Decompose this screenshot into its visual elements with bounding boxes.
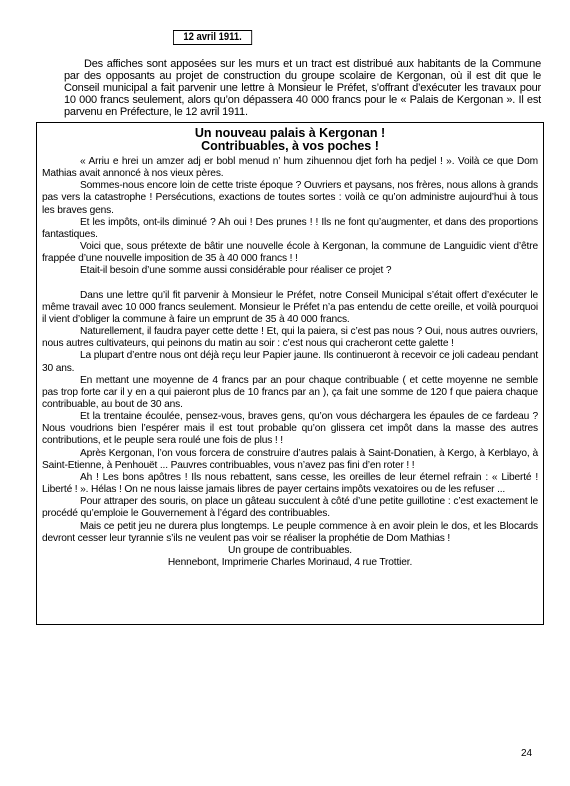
tract-title: [42, 127, 538, 153]
page-number: 24: [521, 748, 533, 759]
tract-paragraph: Ah ! Les bons apôtres ! Ils nous rebattent, sans cesse, les oreilles de leur éternel refrain : « Liberté ! Liberté ! ». Hélas ! On ne nous laisse jamais libres de payer certains impôts vexatoires ou de les refuser ...: [42, 471, 538, 496]
tract-paragraph: Etait-il besoin d’une somme aussi considérable pour réaliser ce projet ?: [80, 265, 392, 277]
tract-box: [36, 122, 544, 625]
tract-paragraph: Et la trentaine écoulée, pensez-vous, braves gens, qu’on vous déchargera les épaules de ce fardeau ? Nous voudrions bien l’espérer mais il est tout probable qu’on glissera cet impôt dans la masse des autres contributions, et le peuple sera roulé une fois de plus ! !: [42, 411, 538, 447]
tract-signature: Un groupe de contribuables.: [228, 544, 352, 556]
tract-paragraph: La plupart d’entre nous ont déjà reçu leur Papier jaune. Ils continueront à recevoir ce joli cadeau pendant 30 ans.: [42, 350, 538, 374]
date-heading: 12 avril 1911.: [173, 30, 252, 45]
tract-body: [42, 156, 538, 569]
tract-paragraph: Voici que, sous prétexte de bâtir une nouvelle école à Kergonan, la commune de Languidic vient d’être frappée d’une nouvelle imposition de 35 à 40 000 francs ! !: [42, 241, 538, 265]
intro-paragraph: [64, 58, 541, 118]
tract-paragraph: Naturellement, il faudra payer cette dette ! Et, qui la paiera, si c’est pas nous ? Oui, nous autres ouvriers, nous autres cultivateurs, qui peinons du matin au soir : c’est nous qui cracheront cette galette !: [42, 326, 538, 350]
intro-text: Des affiches sont apposées sur les murs et un tract est distribué aux habitants de la Commune par des opposants au projet de construction du groupe scolaire de Kergonan, où il est dit que le Conseil municipal a fait parvenir une lettre à Monsieur le Préfet, s’offrant d’exécuter les travaux pour 10 000 francs seulement, alors qu’on dépassera 40 000 francs pour le « Palais de Kergonan ». Il est parvenu en Préfecture, le 12 avril 1911.: [64, 58, 541, 118]
tract-paragraph: Après Kergonan, l’on vous forcera de construire d’autres palais à Saint-Donatien, à Kergo, à Kerblayo, à Saint-Etienne, à Penhouët ... Pauvres contribuables, vous n’avez pas fini d’en roter ! !: [42, 447, 538, 471]
tract-printer: Hennebont, Imprimerie Charles Morinaud, 4 rue Trottier.: [167, 557, 413, 568]
tract-title-line2: Contribuables, à vos poches !: [201, 139, 379, 153]
tract-paragraph: Pour attraper des souris, on place un gâteau succulent à côté d’une petite guillotine : c’est exactement le procédé qu’emploie le Gouvernement à l’égard des contribuables.: [42, 496, 538, 520]
tract-paragraph: En mettant une moyenne de 4 francs par an pour chaque contribuable ( et cette moyenne ne semble pas trop forte car il y en a qui paieront plus de 10 francs par an ), ça fait une somme de 120 f que paiera chaque contribuable, au bout de 30 ans.: [42, 374, 538, 410]
tract-paragraph: Sommes-nous encore loin de cette triste époque ? Ouvriers et paysans, nos frères, nous allons à grands pas vers la catastrophe ! Persécutions, exactions de toutes sortes : voilà ce qu’on administre aujourd’hui à tous les braves gens.: [42, 180, 538, 216]
tract-paragraph: Et les impôts, ont-ils diminué ? Ah oui ! Des prunes ! ! Ils ne font qu’augmenter, et dans des proportions fantastiques.: [42, 216, 538, 240]
tract-paragraph: Mais ce petit jeu ne durera plus longtemps. Le peuple commence à en avoir plein le dos, et les Blocards devront cesser leur tyrannie s’ils ne veulent pas voir se réaliser la prophétie de Dom Mathias !: [42, 520, 538, 544]
tract-paragraph: Dans une lettre qu’il fit parvenir à Monsieur le Préfet, notre Conseil Municipal s’était offert d’exécuter le même travail avec 10 000 francs seulement. Monsieur le Préfet n’a pas entendu de cette oreille, et voilà pourquoi il vient d’obliger la commune à faire un emprunt de 35 à 40 000 francs.: [42, 289, 538, 325]
tract-paragraph: « Arriu e hrei un amzer adj er bobl menud n’ hum zihuennou djet forh ha pedjel ! ». Voilà ce que Dom Mathias avait annoncé à nos vieux pères.: [42, 156, 538, 180]
tract-title-line1: Un nouveau palais à Kergonan !: [194, 126, 386, 140]
